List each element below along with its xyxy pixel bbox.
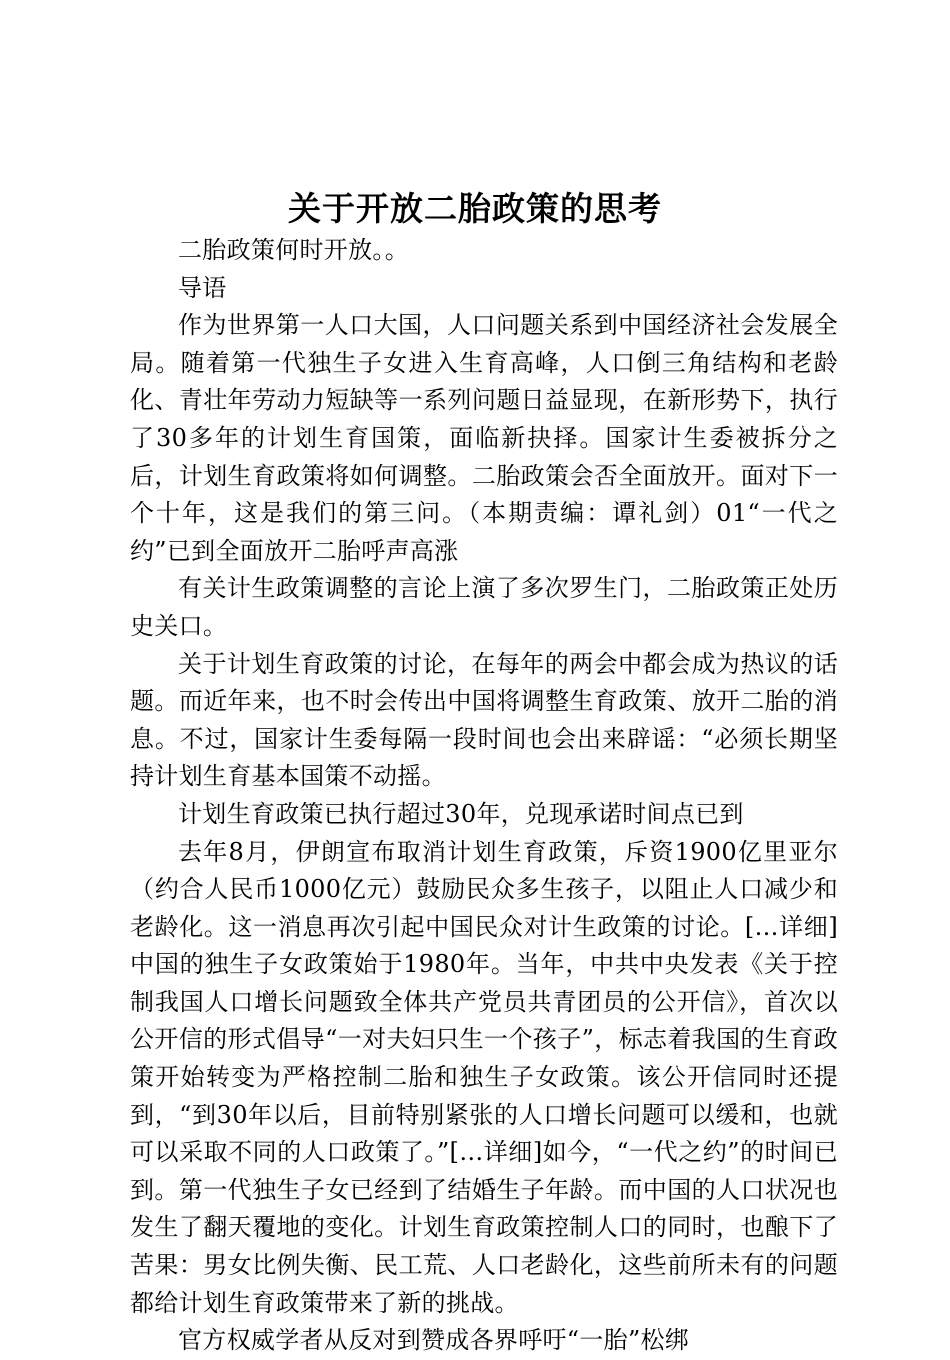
- body-paragraph: 作为世界第一人口大国，人口问题关系到中国经济社会发展全局。随着第一代独生子女进入生育高峰，人口倒三角结构和老龄化、青壮年劳动力短缺等一系列问题日益显现，在新形势下，执行了30多年的计划生育国策，面临新抉择。国家计生委被拆分之后，计划生育政策将如何调整。二胎政策会否全面放开。面对下一个十年，这是我们的第三问。（本期责编：谭礼剑）01“一代之约”已到全面放开二胎呼声高涨: [130, 311, 838, 565]
- document-title: 关于开放二胎政策的思考: [288, 189, 662, 228]
- body-paragraph: 关于计划生育政策的讨论，在每年的两会中都会成为热议的话题。而近年来，也不时会传出中国将调整生育政策、放开二胎的消息。不过，国家计生委每隔一段时间也会出来辟谣：“必须长期坚持计划生育基本国策不动摇。: [130, 649, 838, 791]
- document-body: [130, 232, 838, 1360]
- body-paragraph: 有关计生政策调整的言论上演了多次罗生门，二胎政策正处历史关口。: [130, 574, 838, 640]
- section-heading: 计划生育政策已执行超过30年，兑现承诺时间点已到: [178, 799, 744, 828]
- section-heading: 官方权威学者从反对到赞成各界呼吁“一胎”松绑: [178, 1326, 690, 1355]
- subtitle-paragraph: 二胎政策何时开放。。: [178, 236, 409, 264]
- body-paragraph: 去年8月，伊朗宣布取消计划生育政策，斥资1900亿里亚尔（约合人民币1000亿元）鼓励民众多生孩子，以阻止人口减少和老龄化。这一消息再次引起中国民众对计生政策的讨论。[…详细]中国的独生子女政策始于1980年。当年，中共中央发表《关于控制我国人口增长问题致全体共产党员共青团员的公开信》，首次以公开信的形式倡导“一对夫妇只生一个孩子”，标志着我国的生育政策开始转变为严格控制二胎和独生子女政策。该公开信同时还提到，“到30年以后，目前特别紧张的人口增长问题可以缓和，也就可以采取不同的人口政策了。”[…详细]如今，“一代之约”的时间已到。第一代独生子女已经到了结婚生子年龄。而中国的人口状况也发生了翻天覆地的变化。计划生育政策控制人口的同时，也酿下了苦果：男女比例失衡、民工荒、人口老龄化，这些前所未有的问题都给计划生育政策带来了新的挑战。: [130, 837, 838, 1317]
- lead-heading: 导语: [178, 273, 227, 302]
